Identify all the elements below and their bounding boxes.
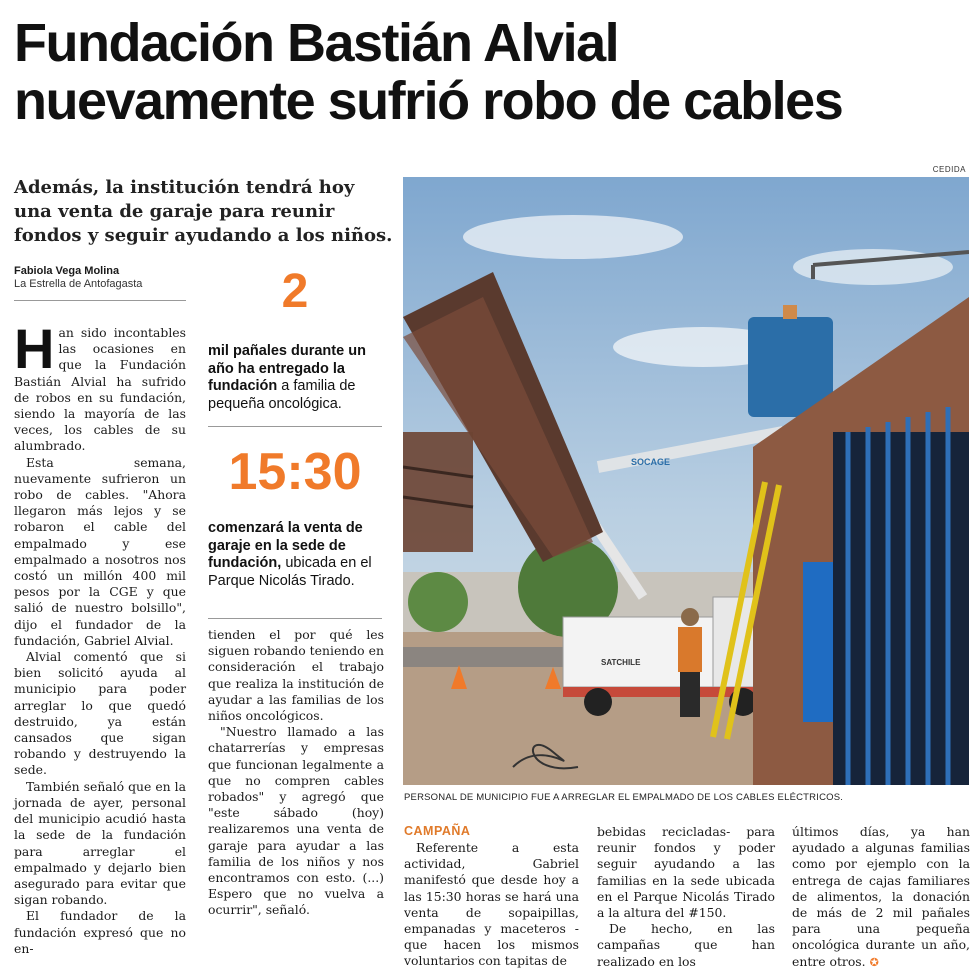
photo-caption: PERSONAL DE MUNICIPIO FUE A ARREGLAR EL EMPALMADO DE LOS CABLES ELÉCTRICOS. — [404, 792, 844, 803]
body-column-1 — [14, 317, 186, 957]
paragraph: De hecho, en las campañas que han realizado en los — [597, 921, 775, 969]
stat-text-rest: a familia de pequeña oncológica. — [208, 378, 356, 412]
body-column-4 — [597, 824, 775, 970]
byline-author: Fabiola Vega Molina — [14, 265, 120, 277]
paragraph-text: an sido incontables las ocasiones en que la Fundación Bastián Alvial ha sufrido de robos en su fundación, siendo la mayoría de las veces, los cables de su alumbrado. — [14, 325, 186, 454]
stat-text-diapers — [208, 343, 382, 413]
headline-line-2: nuevamente sufrió robo de cables — [14, 71, 843, 131]
paragraph: El fundador de la fundación expresó que no en- — [14, 908, 186, 956]
paragraph: bebidas recicladas- para reunir fondos y poder seguir ayudando a las familias en la sede ubicada en el Parque Nicolás Tirado a la altura del #150. — [597, 824, 775, 921]
paragraph-text: últimos días, ya han ayudado a algunas familias como por ejemplo con la entrega de cajas familiares de alimentos, la donación de más de 2 mil pañales para una pequeña oncológica durante un año, entre otros. — [792, 824, 970, 969]
headline-line-1: Fundación Bastián Alvial — [14, 13, 619, 73]
body-column-5 — [792, 824, 970, 971]
section-label: CAMPAÑA — [404, 824, 471, 838]
stat-divider — [208, 618, 382, 619]
drop-cap: H — [14, 317, 55, 380]
photo-credit: CEDIDA — [932, 165, 966, 174]
stat-number-diapers: 2 — [281, 265, 309, 318]
byline-divider — [14, 300, 186, 301]
paragraph: tienden el por qué les siguen robando teniendo en consideración el trabajo que realiza la institución de ayudar a las familias de los niños oncológicos. — [208, 627, 384, 724]
paragraph: También señaló que en la jornada de ayer, personal del municipio acudió hasta la sede de la fundación para arreglar el empalmado y dejarlo bien asegurado para evitar que sigan robando. — [14, 778, 186, 908]
stat-divider — [208, 426, 382, 427]
byline-outlet: La Estrella de Antofagasta — [14, 278, 143, 290]
photo-illustration — [403, 177, 969, 785]
news-photo — [403, 177, 969, 785]
paragraph: Referente a esta actividad, Gabriel manifestó que desde hoy a las 15:30 horas se hará una venta de sopaipillas, empanadas y maceteros -que hacen los mismos voluntarios con tapitas de — [404, 840, 579, 969]
stat-text-bold: comenzará la venta de garaje en la sede de fundación, — [208, 520, 363, 571]
stat-number-time: 15:30 — [228, 443, 362, 501]
paragraph — [14, 317, 186, 455]
worker — [678, 627, 702, 672]
paragraph: "Nuestro llamado a las chatarrerías y empresas que funcionan legalmente a que no compren cables robados" y agregó que "este sábado (hoy) realizaremos una venta de garaje para ayudar a las familia de los niños y nos encontramos con esto. (...) Espero que no vuelva a ocurrir", señaló. — [208, 724, 384, 918]
body-column-3 — [404, 840, 579, 970]
truck-brand: SATCHILE — [601, 658, 641, 667]
deck: Además, la institución tendrá hoy una venta de garaje para reunir fondos y seguir ayudando a los niños. — [14, 177, 393, 246]
paragraph: Esta semana, nuevamente sufrieron un robo de cables. "Ahora llegaron más lejos y se robaron el cable del empalmado y ese empalmado a nosotros nos costó un millón 400 mil pesos por la CGE y que salió de nuestro bolsillo", dijo el fundador de la fundación, Gabriel Alvial. — [14, 454, 186, 648]
end-mark-icon: ✪ — [869, 955, 879, 969]
headline — [14, 14, 969, 130]
paragraph: Alvial comentó que si bien solicitó ayuda al municipio para poder arreglar lo que quedó destruido, ya están cansados que sigan robando y destruyendo la sede. — [14, 649, 186, 778]
stat-text-time — [208, 520, 382, 590]
stat-text-bold: mil pañales durante un año ha entregado la fundación — [208, 343, 366, 394]
lift-brand: SOCAGE — [631, 457, 671, 467]
body-column-2 — [208, 627, 384, 919]
paragraph — [792, 824, 970, 971]
stat-text-rest: ubicada en el Parque Nicolás Tirado. — [208, 555, 372, 589]
